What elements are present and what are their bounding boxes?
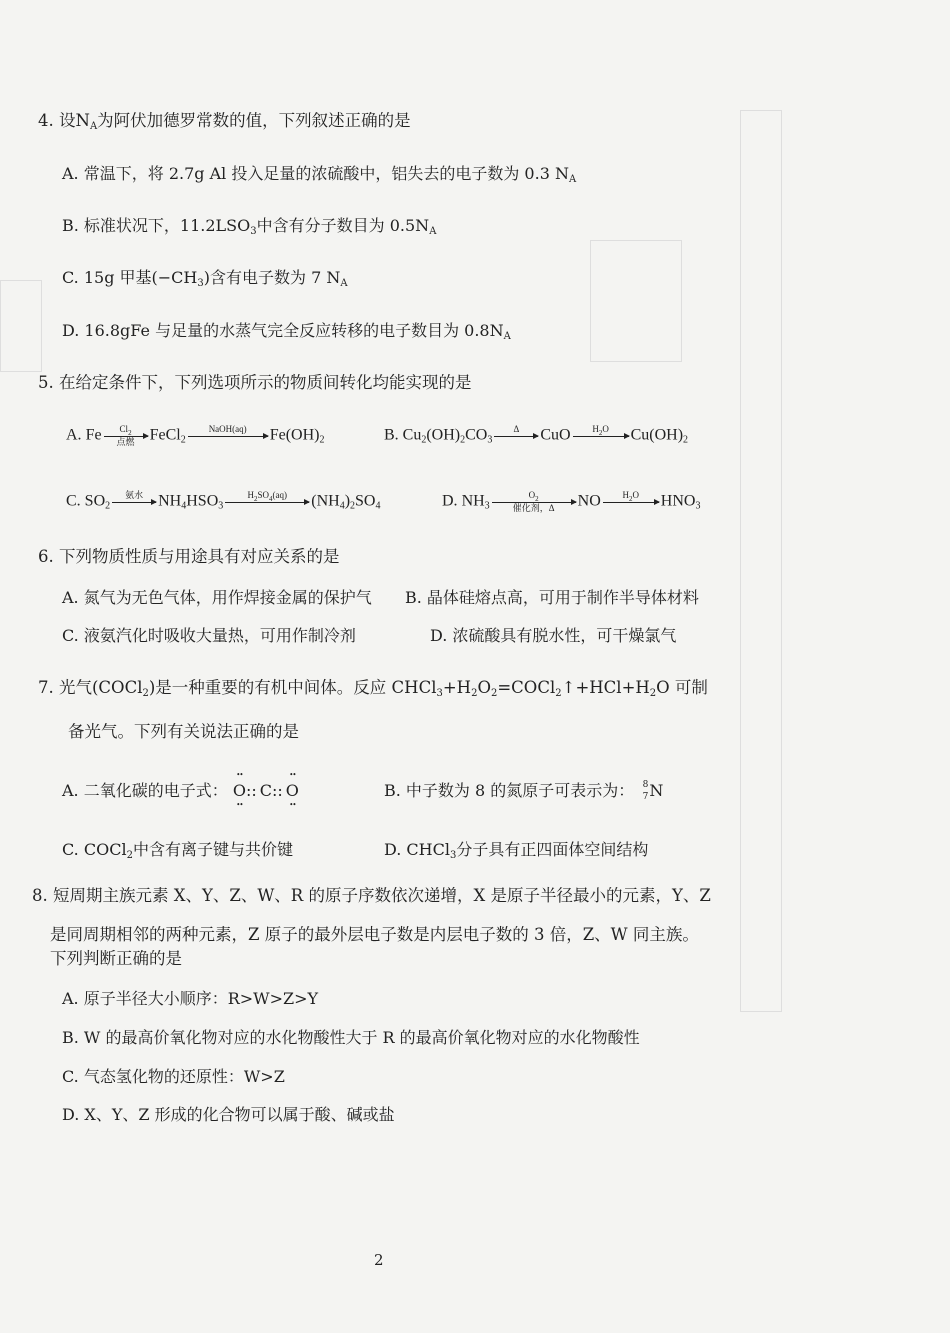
q7-option-a <box>62 780 299 802</box>
q8-stem <box>32 885 711 907</box>
q7-option-a-text: A. 二氧化碳的电子式： <box>62 781 228 800</box>
q7-option-c-text: 中含有离子键与共价键 <box>132 840 293 859</box>
subscript: 2 <box>598 429 603 437</box>
electron-dot-o <box>233 780 246 802</box>
atom: O <box>285 781 299 800</box>
subscript: 2 <box>350 500 356 512</box>
subscript: 4 <box>339 500 345 512</box>
q7-option-c <box>62 839 293 867</box>
arrow-condition-bottom <box>112 503 156 514</box>
arrow-line <box>494 436 538 437</box>
q5-stem <box>38 372 472 394</box>
electron-dot-o <box>286 780 299 802</box>
arrow-condition-top <box>492 490 576 501</box>
arrow-line <box>188 436 268 437</box>
subscript: 4 <box>181 500 187 512</box>
q4-option-d <box>62 320 511 348</box>
q4-option-a-text: A. 常温下，将 2.7g Al 投入足量的浓硫酸中，铝失去的电子数为 0.3 N <box>62 164 569 183</box>
arrow-condition-bottom <box>494 437 538 448</box>
subscript: 2 <box>128 429 132 437</box>
formula: CuO <box>540 426 571 444</box>
reaction-arrow <box>104 424 148 448</box>
q8-stem-line3: 下列判断正确的是 <box>50 949 182 968</box>
bleed-through-table <box>740 110 782 1012</box>
reaction-arrow <box>225 490 309 514</box>
formula: (NH <box>311 492 340 510</box>
atom: O <box>232 781 246 800</box>
subscript: 3 <box>487 434 493 446</box>
q5-a-label: A. <box>66 426 82 444</box>
q7-stem-line2: 备光气。下列有关说法正确的是 <box>68 722 299 741</box>
subscript: 2 <box>649 688 657 699</box>
q6-option-b: B. 晶体硅熔点高，可用于制作半导体材料 <box>405 588 699 607</box>
subscript: 3 <box>197 278 204 289</box>
subscript: 2 <box>460 434 466 446</box>
arrow-condition-bottom: 点燃 <box>116 437 135 447</box>
q8-stem-text: 短周期主族元素 X、Y、Z、W、R 的原子序数依次递增，X 是原子半径最小的元素，Y、Z <box>53 886 711 905</box>
condition-text: O <box>528 490 536 500</box>
q5-option-b <box>384 424 688 452</box>
q4-na-sub: A <box>429 226 437 237</box>
q6-stem <box>38 546 340 568</box>
subscript: 2 <box>555 688 562 699</box>
subscript: 2 <box>535 495 539 503</box>
q8-option-a: A. 原子半径大小顺序：R>W>Z>Y <box>62 989 319 1008</box>
arrow-condition-top <box>603 490 659 501</box>
q5-option-c <box>66 490 380 518</box>
reaction-arrow <box>188 424 268 448</box>
subscript: 2 <box>471 688 478 699</box>
subscript: 3 <box>250 226 257 237</box>
condition-text: (aq) <box>272 490 287 500</box>
subscript: 2 <box>142 688 149 699</box>
q4-na: N <box>75 111 90 130</box>
q7-option-b-text: B. 中子数为 8 的氮原子可表示为： <box>384 781 635 800</box>
q4-option-a <box>62 163 576 191</box>
subscript: 2 <box>253 495 258 503</box>
q4-option-c-text: C. 15g 甲基(−CH <box>62 268 198 287</box>
arrow-condition-bottom <box>573 437 629 448</box>
formula: Fe(OH) <box>269 426 320 444</box>
q7-stem-text: )是一种重要的有机中间体。反应 CHCl <box>148 678 437 697</box>
q8-stem-line2: 是同周期相邻的两种元素，Z 原子的最外层电子数是内层电子数的 3 倍，Z、W 同主族。 <box>50 925 699 944</box>
reaction-arrow <box>492 490 576 514</box>
bleed-through-box <box>0 280 42 372</box>
condition-text: H <box>592 424 599 434</box>
subscript: 2 <box>105 500 111 512</box>
q4-number: 4. <box>38 111 54 130</box>
q4-option-d-text: D. 16.8gFe 与足量的水蒸气完全反应转移的电子数目为 0.8N <box>62 321 504 340</box>
atom: C <box>259 781 272 800</box>
subscript: 3 <box>695 500 701 512</box>
formula: (OH) <box>426 426 461 444</box>
q7-option-d-text: 分子具有正四面体空间结构 <box>456 840 649 859</box>
arrow-condition-top: NaOH(aq) <box>208 424 247 434</box>
q7-stem-text: O <box>477 678 491 697</box>
subscript: 2 <box>319 434 325 446</box>
q4-option-b-text: B. 标准状况下，11.2LSO <box>62 216 251 235</box>
q6-number: 6. <box>38 547 54 566</box>
formula: NH <box>158 492 182 510</box>
arrow-condition-top <box>104 424 148 435</box>
condition-text: H <box>622 490 630 500</box>
formula: ) <box>344 492 351 510</box>
reaction-arrow <box>573 424 629 448</box>
subscript: 2 <box>629 495 633 503</box>
arrow-condition-top <box>573 424 629 435</box>
subscript: 3 <box>218 500 224 512</box>
q7-stem-text: =COCl <box>497 678 556 697</box>
q7-stem-text: ↑+HCl+H <box>561 678 650 697</box>
q7-stem <box>38 677 708 705</box>
arrow-line <box>603 502 659 503</box>
arrow-condition-top <box>225 490 309 501</box>
q4-option-b-text: 中含有分子数目为 0.5N <box>256 216 430 235</box>
subscript: 2 <box>180 434 186 446</box>
formula: FeCl <box>149 426 181 444</box>
formula: Cu(OH) <box>630 426 684 444</box>
atomic-number: 7 <box>642 791 649 802</box>
q4-na-sub: A <box>89 121 98 132</box>
condition-text: Cl <box>119 424 129 434</box>
formula: SO <box>355 492 376 510</box>
formula: SO <box>84 492 106 510</box>
reaction-arrow <box>603 490 659 514</box>
q5-option-a <box>66 424 324 452</box>
q8-option-b: B. W 的最高价氧化物对应的水化物酸性大于 R 的最高价氧化物对应的水化物酸性 <box>62 1028 640 1047</box>
reaction-arrow <box>494 424 538 448</box>
formula: HNO <box>660 492 696 510</box>
q4-stem-text: 为阿伏加德罗常数的值，下列叙述正确的是 <box>97 111 411 130</box>
arrow-line <box>112 502 156 503</box>
formula: NO <box>577 492 601 510</box>
arrow-condition-bottom <box>225 503 309 514</box>
q7-number: 7. <box>38 678 54 697</box>
q4-na-sub: A <box>568 174 577 185</box>
formula: NH <box>461 492 485 510</box>
arrow-line <box>104 436 148 437</box>
nuclide-notation <box>639 781 649 803</box>
q5-option-d <box>442 490 700 518</box>
q8-option-c: C. 气态氢化物的还原性：W>Z <box>62 1067 285 1086</box>
q7-stem-text: +H <box>442 678 472 697</box>
arrow-condition-bottom <box>603 503 659 514</box>
q4-na-sub: A <box>340 278 348 289</box>
q7-option-d-text: D. CHCl <box>384 840 450 859</box>
subscript: 3 <box>449 850 457 861</box>
formula: Fe <box>85 426 102 444</box>
subscript: 2 <box>683 434 689 446</box>
q4-option-b <box>62 215 436 243</box>
q7-option-b <box>384 780 663 803</box>
arrow-condition-bottom: 催化剂，Δ <box>512 503 555 513</box>
q5-c-label: C. <box>66 492 81 510</box>
element-symbol: N <box>649 781 664 800</box>
q8-option-d: D. X、Y、Z 形成的化合物可以属于酸、碱或盐 <box>62 1105 395 1124</box>
subscript: 2 <box>490 688 498 699</box>
q6-option-a: A. 氮气为无色气体，用作焊接金属的保护气 <box>62 588 372 607</box>
bond-dots: :: <box>245 781 257 800</box>
subscript: 4 <box>269 495 273 503</box>
bond-dots: :: <box>271 781 283 800</box>
reaction-arrow <box>112 490 156 514</box>
q8-number: 8. <box>32 886 48 905</box>
condition-text: SO <box>257 490 269 500</box>
q4-option-c <box>62 267 348 295</box>
subscript: 2 <box>421 434 427 446</box>
formula: Cu <box>402 426 422 444</box>
page-number: 2 <box>374 1251 384 1269</box>
q5-b-label: B. <box>384 426 399 444</box>
q4-stem <box>38 110 411 138</box>
q4-stem-text: 设 <box>59 111 76 130</box>
condition-text: O <box>602 424 609 434</box>
q6-stem-text: 下列物质性质与用途具有对应关系的是 <box>59 547 340 566</box>
q5-stem-text: 在给定条件下，下列选项所示的物质间转化均能实现的是 <box>59 373 472 392</box>
q4-option-c-text: )含有电子数为 7 N <box>203 268 341 287</box>
subscript: 3 <box>436 688 443 699</box>
condition-text: O <box>632 490 640 500</box>
q7-option-c-text: C. COCl <box>62 840 127 859</box>
q5-d-label: D. <box>442 492 458 510</box>
subscript: 3 <box>484 500 490 512</box>
q5-number: 5. <box>38 373 54 392</box>
formula: CO <box>465 426 488 444</box>
bleed-through-box <box>590 240 682 362</box>
q7-option-d <box>384 839 648 867</box>
q6-option-d: D. 浓硫酸具有脱水性，可干燥氯气 <box>430 626 677 645</box>
q6-option-c: C. 液氨汽化时吸收大量热，可用作制冷剂 <box>62 626 356 645</box>
q7-stem-text: O 可制 <box>656 678 708 697</box>
arrow-condition-top: 氨水 <box>125 490 144 500</box>
mass-number: 8 <box>642 779 649 790</box>
arrow-condition-bottom <box>188 437 268 448</box>
arrow-line <box>573 436 629 437</box>
subscript: 4 <box>375 500 381 512</box>
condition-text: H <box>247 490 254 500</box>
arrow-condition-top: Δ <box>513 424 520 434</box>
arrow-line <box>492 502 576 503</box>
q7-stem-text: 光气(COCl <box>59 678 143 697</box>
subscript: 2 <box>126 850 133 861</box>
arrow-line <box>225 502 309 503</box>
formula: HSO <box>186 492 219 510</box>
q4-na-sub: A <box>503 331 511 342</box>
